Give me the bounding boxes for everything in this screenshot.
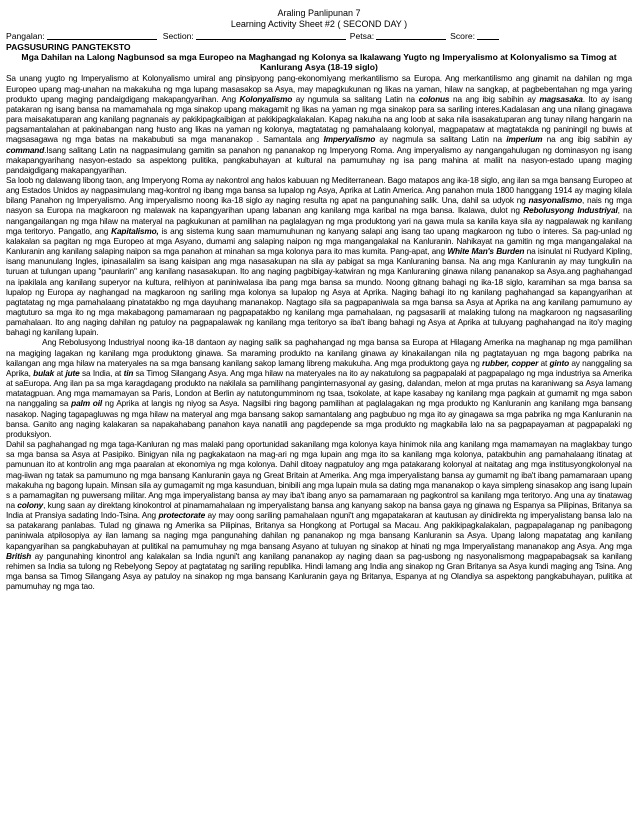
term-rubber-copper: rubber, copper [482, 357, 539, 368]
term-jute: jute [65, 367, 80, 378]
text-run: ay nanggaling sa Aprika, [6, 357, 632, 378]
paragraph-2 [6, 175, 632, 338]
term-command: command [6, 144, 45, 155]
paragraph-1 [6, 73, 632, 175]
term-magsasaka: magsasaka [539, 93, 583, 104]
text-run: Ang Rebolusyong Industriyal noong ika-18 dantaon ay naging salik sa paghahangad ng mga bansa sa Europa at Hilagang Amerika na maghanap ng mga pamilihan na magiging lagakan ng kanilang mga produktong ginawa. Sa maraming produkto na kanilang ginawa ay kinakailangan nila ng pagtatayuan ng mga bagong pabrika na kailangan ang mga hilaw na materyales na sa mga bansang kanilang sakop lamang libreng makukuha. Ang mga produktong gaya ng [6, 337, 632, 368]
term-ginto: ginto [549, 357, 569, 368]
document-body [6, 73, 632, 591]
date-label: Petsa: [349, 31, 375, 41]
text-run: at [538, 357, 550, 368]
term-british: British [6, 550, 32, 561]
text-run: . Ito ay isang patakaran ng isang bansa na mamamahala ng mga sinakop upang makagamit ng likas na yaman ng mga sinakop para sa sariling interes.Kadalasan ang una nilang ginagawa para maisakatuparan ang kanilang pagnanais ay pakikipagkaibigan at pakikipagkalakalan. Kapag nakuha na ang loob at saka nila isasakatuparan ang tunay nilang hangarin na pagsamantalahan at pakinabangan nang husto ang likas na yaman ng kolonya, magtatatag ng pamahalaang kolonyal, magpapataw at magtatakda ng paniningil ng buwis at magsasagawa ng mga batas na makabubuti sa mga mananakop . Samantala ang [6, 93, 632, 145]
text-run: Dahil sa paghahangad ng mga taga-Kanluran ng mas malaki pang oportunidad sakanilang mga kolonya kaya hinimok nila ang kanilang mga mamamayan na maglakbay tungo sa mga bansa sa Asya at Pasipiko. Binigyan nila ng pagkakataon na mag-ari ng mga lupain ang mga ito sa kanilang mga kolonya, patakbuhin ang pamahalaang itinatag at pamunuan ito at kontrolin ang mga paaralan at ekonomiya ng mga kolonya. Dahil ditoay nagpatuloy ang mga patakarang kolonyal at naitatag ang mga institusyongkolonyal na mag-iiwan ng tatak sa pamumuno ng mga bansang Kanluranin gaya ng Great Britain at Amerika. Ang mga imperyalistang bansa ay gumamit ng iba't ibang pamamaraan upang makakuha ng bagong lupain. Minsan sila ay gumagamit ng mga kasunduan, binibili ang mga lupain mula sa dating mga mananakop o kaya simpleng sinasakop ang isang lupain s a pamamagitan ng puwersang militar. Ang mga imperyalistang bansa ay may iba't ibang anyo sa pamamaraan ng pagkontrol sa kanilang mga teritoryo. Ang una ay tinatawag na [6, 439, 632, 510]
text-run: , kung saan ay direktang kinokontrol at pinamamahalaan ng imperyalistang bansa ang kanyang sakop na bansa gaya ng ginawa ng Espanya sa Pilipinas, Britanya sa India at Pransiya sadating Indo-Tsina. Ang [6, 499, 632, 521]
text-run: ay may oong sariling pamahalaan nguni't ang mgapatakaran at kautusan ay dinidirekta ng imperyalistang bansa lalo na sa patakarang panlabas. Tulad ng ginawa ng Amerika sa Pilipinas, Britanya sa Hongkong at Portugal sa Macau. Ang pakikipagkalakalan, pagpapalaganap ng panibagong paniniwala atpilosopiya ay ilan lamang sa naging mga pangunahing dahilan ng pananakop ng mga bansang Kanluranin sa Asya. Upang lalong mapatatag ang kanilang kapangyarihan sa pangkabuhayan at pulitikal na pamumuhay ng mga bansang Asyano at tuluyan ng sinakop at hinati ng mga Imperyalistang mananakop ang Asya. Ang mga [6, 510, 632, 551]
subject-heading: Araling Panlipunan 7 [277, 8, 361, 18]
sheet-heading: Learning Activity Sheet #2 ( SECOND DAY ) [230, 19, 408, 29]
section-label: Section: [162, 31, 194, 41]
name-label: Pangalan: [6, 31, 45, 41]
text-run: ay ngumula sa salitang Latin na [292, 93, 419, 104]
text-run: na ang ibig sabihin ay [449, 93, 540, 104]
term-bulak: bulak [33, 367, 55, 378]
text-run: Sa unang yugto ng Imperyalismo at Kolonyalismo umiral ang pinsipyong pang-ekonomiyang merkantilismo sa Europa. Ang merkantilismo ang ginamit na dahilan ng mga Europeo upang mag-unahan na makakuha ng mga lupang masasakop sa Asya, may mapagkukunan ng likas na yaman, hilaw na sangkap, at pagbebentahan ng mga yaring produkto upang maging pandaigdigang makapangyarihan. Ang [6, 73, 632, 104]
term-kolonyalismo: Kolonyalismo [239, 93, 293, 104]
text-run: is ang sistema kung saan mamumuhunan ng kanyang salapi ang isang tao upang magkaroon ng tubo o interes. Sa pag-unlad ng kalakalan sa pagitan ng mga Europeo at mga Asyano, dumami ang salaping naipon ng mga mangangalakal na Kanluranin. Nahikayat na gamitin ng mga mangangalakal na Kanluranin ang kanilang salaping naipon sa mga panahon at minahan sa mga kolonya para ito mas kumita. Pang-apat, ang [6, 225, 632, 257]
term-rebolusyong-industriyal: Rebolusyong Industriyal [523, 205, 618, 216]
term-kapitalismo: Kapitalismo, [111, 225, 159, 236]
text-run: Sa loob ng dalawang libong taon, ang Imperyong Roma ay nakontrol ang halos kabuuan ng Mediterranean. Bago matapos ang ika-18 siglo, ang ilan sa mga bansang Europeo at ang Estados Unidos ay nagpasimulang mag-kontrol ng ibang mga bansa sa lupalop ng Asya, Aprika at Latin America. Ang panahon mula 1800 hanggang 1914 ay maging kilala bilang Panahon ng Imperyalismo. Ang imperyalismo noong ika-18 siglo ay naging resulta ng apat na pangunahing salik. Una, dahil sa udyok ng [6, 174, 632, 206]
section-field[interactable] [196, 31, 346, 40]
paragraph-4 [6, 439, 632, 591]
text-run: ay nagmula sa salitang Latin na [375, 134, 507, 145]
text-run: sa Timog Silangang Asya. Ang mga hilaw na materyales na ito ay nakatulong sa pagpapalaki at pagpapalago ng mga industriya sa Amerika at saEuropa. Ang ilan pa sa mga karagdagang produkto na nakilala sa pamilihang panginternasyonal ay gasing, dalandan, melon at mga prutas na karaniwang sa Asya lamang matatagpuan. Ang mga mamamayan sa Paris, London at Berlin ay natutongumminom ng tsaa, tsokolate, at kape kasabay ng kanilang mga pagkain at gumamit ng mga sabon na nanggaling sa [6, 367, 632, 409]
text-run: .Isang salitang Latin na nagpasimulang gamitin sa panahon ng pananakop ng Imperyong Roma. Ang imperyalismo ay nangangahulugan ng dominasyon ng isang makapangyarihang nasyon-estado sa aspektong pulitika, pangkabuhayan at kultural na pamumuhay ng isa pang mahina at maliit na nasyon-estado upang maging pandaigdigang makapangyarihan. [6, 144, 632, 175]
term-imperium: imperium [506, 134, 543, 145]
text-run: na isinulat ni Rudyard Kipling, isang manunulang Ingles, ipinasailalim sa isang kaisipan ang mga nasasakupan na sila ay pabigat sa mga Kanluraning bansa. Na ang mga Kanluranin ay may tungkulin na turuan at tulungan upang "paunlarin" ang kanilang nasasakupan. Ito ang naging pagbibigay-katwiran ng mga Kanluraning ginawa nilang pananakop sa Asya.ang paghahangad na ipakilala ang kanilang superyor na kultura, relihiyon at paniniwalasa iba pang mga bansa sa mundo. Noong gitnang bahagi ng ika-18 siglo, karamihan sa mga bansa sa lupalop ng Europa ay naghangad na magkaroon ng sariling mga kolonya sa lupalop ng Asya at Aprika. Naging bahagi ito ng kanilang paghahangad sa kapangyarihan at pagtatatag ng mga pamahalaang pinatatakbo ng mga dayuhang mananakop. Nagtago sila sa pagpapaniwala sa mga bansa sa Asya at Aprika na ang kanilang pamumuno ay magtuturo sa mga ito ng mga makabagong pamamaraan ng pagpapatakbo ng kanilang mga pamahalaan, ng pagsasarili at malaking tulong na magkaroon ng nagsasariling pamahalaan. Ito ang naging dahilan ng patuloy na pagpapalawak ng kanilang mga teritoryo sa iba't ibang bahagi ng Asya at Aprika at tuluyang paghahangad na ito'y maging bahagi ng kanilang lupain. [6, 246, 632, 338]
worksheet-page [6, 8, 632, 591]
term-white-mans-burden: White Man's Burden [447, 246, 525, 257]
term-imperyalismo: Imperyalismo [323, 134, 376, 145]
term-tin: tin [123, 367, 134, 378]
term-protectorate: protectorate [158, 510, 206, 521]
term-colony: colony [17, 499, 44, 510]
text-run: ay pangunahing kinontrol ang kalakalan sa India nguni't ang kanilang pananakop ay naging daan sa pag-usbong ng nasyonalismong magpapabagsak sa kanilang rehimen sa India sa tulong ng Rebelyong Sepoy at pagtatatag ng sariling republika. Hindi lamang ang India ang sinakop ng Gran Britanya sa Asya kundi maging ang Tsina. Ang mga bansa sa Timog Silangang Asya ay patuloy na sinakop ng mga bansang Kanluranin gaya ng Britanya, Espanya at ng Olandiya sa aspektong pangkabuhayan, pulitika at pamumuhay ng mga tao. [6, 550, 632, 592]
paragraph-3 [6, 337, 632, 439]
text-run: at [54, 367, 66, 378]
term-nasyonalismo: nasyonalismo [528, 195, 583, 206]
document-title: Mga Dahilan na Lalong Nagbunsod sa mga Europeo na Maghangad ng Kolonya sa Ikalawang Yugto ng Imperyalismo at Kolonyalismo sa Timog at Kanlurang Asya (18-19 siglo) [21, 52, 617, 73]
text-run: , na nangangailangan ng mga hilaw na materyal na pagkukunan at pamilihan na paglalagyan ng mga produktong yari na gawa mula sa kanila kaya sila ay nagpalawak ng kanilang mga teritoryo. Pangatlo, ang [6, 205, 632, 236]
score-field[interactable] [477, 31, 499, 40]
text-run: na ang ibig sabihin ay [542, 134, 632, 145]
score-label: Score: [450, 31, 475, 41]
name-field[interactable] [47, 31, 157, 40]
term-colonus: colonus [418, 93, 450, 104]
text-run: ng Aprika at langis ng niyog sa Asya. Nagsilbi ring bagong pamilihan at paglalagakan ng mga produkto ng Kanluranin ang kanilang mga bansang nasakop. Naging tagapagluwas ng mga hilaw na materyal ang mga bansang sakop samantalang ang pagbubuo ng mga ito ay ginagawa sa mga pabrika ng mga Kanluranin na bansa. Ganito ang naging kalakaran sa napakahabang panahon kaya nanatili ang pagdepende sa mga produkto ng magkabila lalo na sa pagpapayaman at pagpapalaki ng produksiyon. [6, 398, 632, 439]
text-run: sa India, at [79, 367, 124, 378]
section-heading: PAGSUSURING PANGTEKSTO [6, 42, 131, 52]
date-field[interactable] [376, 31, 446, 40]
term-palm-oil: palm oil [71, 398, 103, 409]
student-fields [6, 31, 632, 42]
text-run: , nais ng mga nasyon sa Europa na magkaroon ng malawak na kapangyarihan upang labanan ang kanilang mga karibal na mga bansa. Ikalawa, dulot ng [6, 195, 632, 216]
